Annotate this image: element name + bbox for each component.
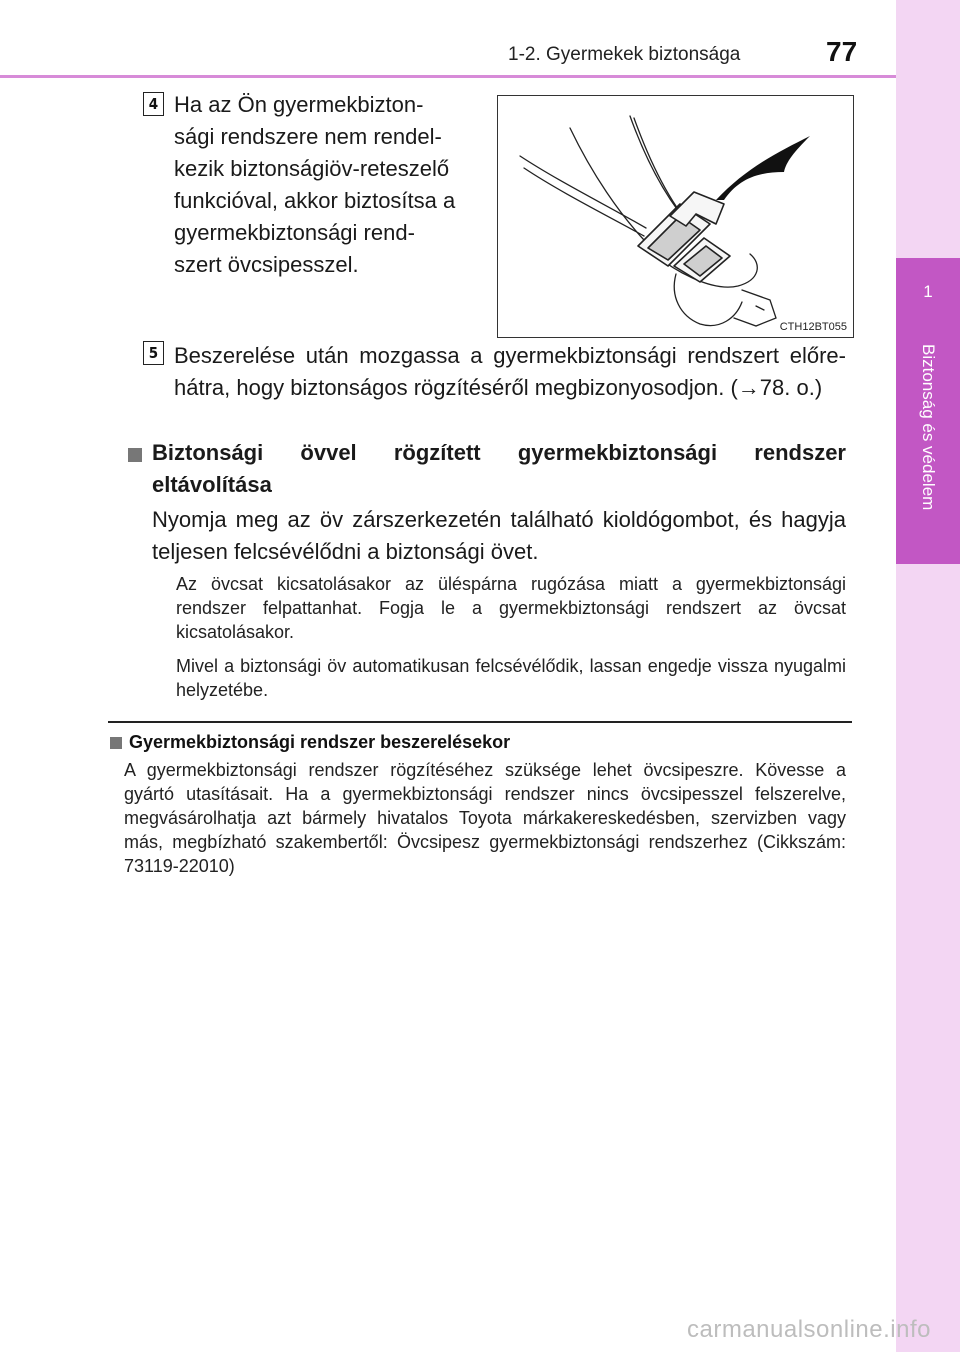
step-4-line: sági rendszere nem rendel-	[174, 124, 442, 149]
header-rule	[0, 75, 896, 78]
step-number-badge: 5	[143, 341, 164, 365]
chapter-title-tab[interactable]	[896, 334, 960, 564]
watermark: carmanualsonline.info	[687, 1316, 931, 1343]
info-heading: Gyermekbiztonsági rendszer beszerelésekor	[129, 732, 511, 752]
square-bullet-icon	[128, 448, 142, 462]
illustration-code: CTH12BT055	[779, 321, 847, 333]
step-4-line: Ha az Ön gyermekbizton-	[174, 92, 424, 117]
chapter-tab[interactable]	[896, 258, 960, 334]
seatbelt-clip-illustration	[497, 95, 854, 338]
side-tab-strip	[896, 0, 960, 1352]
info-body: A gyermekbiztonsági rendszer rögzítéséhez szüksége lehet övcsipeszre. Kövesse a gyártó utasításait. Ha a gyermekbiztonsági rendszer nincs övcsipesszel felszerelve, megvásárolhatja azt bármely hivatalos Toyota márkakereskedésben, szervizben vagy más, megbízható szakembertől: Övcsipesz gyermekbiztonsági rendszerhez (Cikkszám: 73119-22010)	[124, 760, 846, 876]
step-4-line: szert övcsipesszel.	[174, 252, 359, 277]
belt-clip-drawing	[498, 96, 853, 337]
step-4-line: gyermekbiztonsági rend-	[174, 220, 415, 245]
removal-note: Mivel a biztonsági öv automatikusan felcsévélődik, lassan engedje vissza nyugalmi helyzetébe.	[176, 656, 846, 700]
removal-note: Az övcsat kicsatolásakor az üléspárna rugózása miatt a gyermekbiztonsági rendszer felpattanhat. Fogja le a gyermekbiztonsági rendszert az övcsat kicsatolásakor.	[176, 574, 846, 642]
step-5-text: Beszerelése után mozgassa a gyermekbiztonsági rendszert előre-hátra, hogy biztonságos rögzítéséről megbizonyosodjon. (→78. o.)	[174, 343, 846, 400]
page-number: 77	[826, 36, 858, 67]
removal-body: Nyomja meg az öv zárszerkezetén található kioldógombot, és hagyja teljesen felcsévélődni a biztonsági övet.	[152, 507, 846, 564]
chapter-number: 1	[923, 282, 933, 301]
removal-heading: Biztonsági övvel rögzített gyermekbiztonsági rendszer eltávolítása	[152, 440, 846, 497]
chapter-title: Biztonság és védelem	[919, 344, 938, 511]
step-4-line: kezik biztonságiöv-reteszelő	[174, 156, 450, 181]
step-number-badge: 4	[143, 92, 164, 116]
section-divider	[108, 721, 852, 723]
step-4-text	[174, 89, 494, 281]
header-section-title: 1-2. Gyermekek biztonsága	[508, 44, 741, 65]
step-4-line: funkcióval, akkor biztosítsa a	[174, 188, 456, 213]
square-bullet-icon	[110, 737, 122, 749]
